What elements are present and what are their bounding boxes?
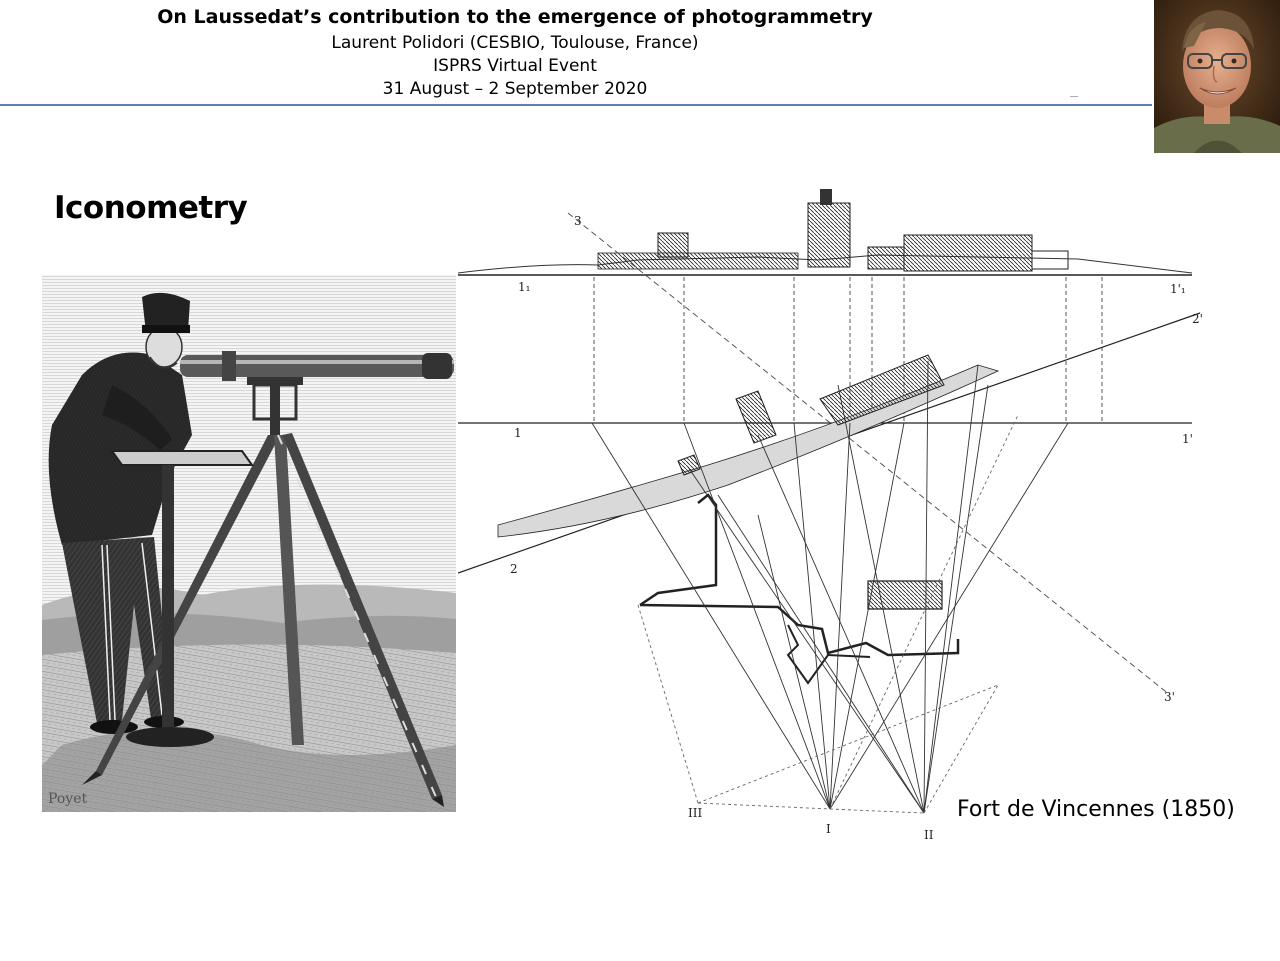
engraver-signature: Poyet — [48, 791, 88, 807]
fort-plan — [640, 495, 958, 683]
panorama-buildings — [598, 189, 1068, 271]
label-3: 3 — [574, 214, 582, 228]
station-2-label: II — [924, 828, 934, 842]
figure-caption: Fort de Vincennes (1850) — [957, 797, 1235, 822]
surveyor-engraving — [42, 275, 456, 812]
label-1-prime: 1' — [1182, 432, 1193, 446]
label-1-1-prime: 1'₁ — [1170, 282, 1186, 296]
label-1-1: 1₁ — [518, 280, 531, 294]
event-line: ISPRS Virtual Event — [433, 56, 597, 76]
label-2-prime: 2' — [1192, 312, 1203, 326]
slide-heading: Iconometry — [54, 190, 248, 226]
station-3-label: III — [688, 806, 703, 820]
presentation-title: On Laussedat’s contribution to the emergence of photogrammetry — [157, 6, 873, 28]
label-1: 1 — [514, 426, 522, 440]
author-line: Laurent Polidori (CESBIO, Toulouse, France) — [331, 33, 699, 53]
label-3-prime: 3' — [1164, 690, 1175, 704]
presenter-photo — [1154, 0, 1280, 153]
header-divider — [0, 104, 1152, 106]
header-mark — [1070, 96, 1078, 97]
date-line: 31 August – 2 September 2020 — [382, 79, 648, 99]
line-3 — [568, 213, 1170, 695]
label-2: 2 — [510, 562, 518, 576]
iconometry-diagram — [458, 185, 1218, 845]
station-1-label: I — [826, 822, 831, 836]
